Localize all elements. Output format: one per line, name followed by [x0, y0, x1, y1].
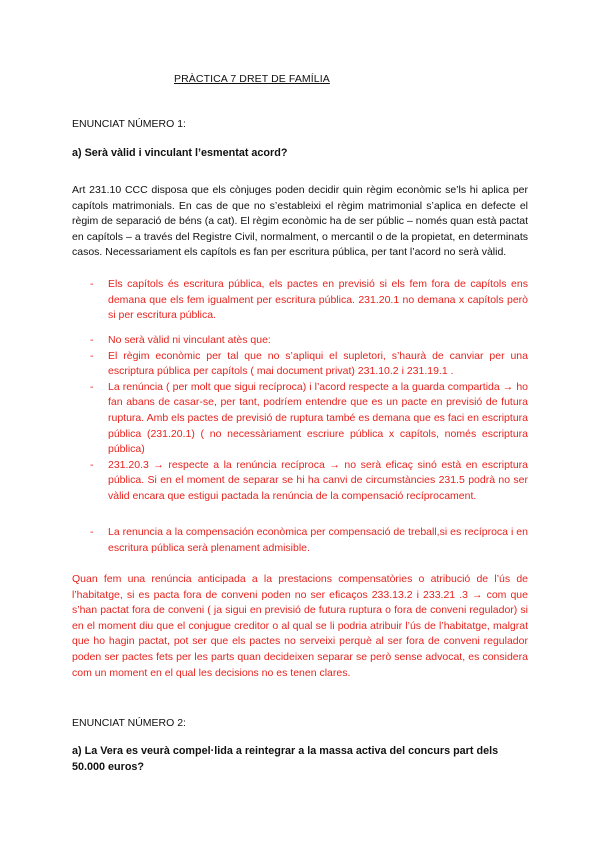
enunciat-1-paragraph: Art 231.10 CCC disposa que els cònjuges poden decidir quin règim econòmic se’ls hi aplica per capítols matrimonials. En cas de que no s’estableixi el règim matrimonial s’aplica en defecte el règim de separació de béns (a cat). El règim econòmic ha de ser públic – només quan està pactat en capítols – a través del Registre Civil, normalment, o mercantil o de la propietat, en determinats casos. Necessariament els capítols es fan per escritura pública, per tant l’acord no serà vàlid. — [72, 184, 528, 259]
page-title: PRÀCTICA 7 DRET DE FAMÍLIA — [174, 73, 330, 85]
dash-list-item: - La renuncia a la compensación econòmica per compensació de treball,si es recíproca i en escritura pública serà plenament admisible. — [72, 525, 528, 556]
enunciat-2-question: a) La Vera es veurà compel·lida a reintegrar a la massa activa del concurs part dels 50.000 euros? — [72, 745, 499, 773]
dash-list-item: - 231.20.3 → respecte a la renúncia recíproca → no serà eficaç sinó està en escriptura pública. Si en el moment de separar se hi ha canvi de circumstàncies 231.5 podrà no ser vàlid encara que estigui pactada la renúncia de la compensació recíprocament. — [72, 458, 528, 505]
enunciat-2-heading: ENUNCIAT NÚMERO 2: — [72, 717, 186, 729]
dash-list-3 — [72, 525, 528, 556]
enunciat-1-closing-paragraph: Quan fem una renúncia anticipada a la prestacions compensatòries o atribució de l’ús de l’habitatge, si es pacta fora de conveni poden no ser eficaços 233.13.2 i 233.21 .3 → com que s’han pactat fora de conveni ( ja sigui en previsió de futura ruptura o fora de conveni regulador) si en el moment diu que el conjugue creditor o al qual se li podria atribuir l’ús de l’habitatge, malgrat que ho hagin pactat, pot ser que els pactes no serveixi perquè al ser fora de conveni regulador poden ser pactes fets per les parts quan decideixen separar se però sense advocat, es considera com un moment en el qual les decisions no es tenen clares. — [72, 573, 528, 679]
dash-list-item: - La renúncia ( per molt que sigui recíproca) i l’acord respecte a la guarda compartida → ho fan abans de casar-se, per tant, podríem entendre que es un pacte en previsió de futura ruptura. Amb els pactes de previsió de ruptura també es demana que es faci en escriptura pública (231.20.1) ( no necessàriament escriure pública x capítols, només escriptura pública) — [72, 380, 528, 458]
enunciat-1-heading: ENUNCIAT NÚMERO 1: — [72, 118, 186, 130]
enunciat-1-question: a) Serà vàlid i vinculant l’esmentat acord? — [72, 147, 288, 159]
dash-list-item: - No serà vàlid ni vinculant atès que: — [72, 333, 528, 349]
dash-list-item: - Els capítols és escritura pública, els pactes en previsió si els fem fora de capítols ens demana que els fem igualment per escritura pública. 231.20.1 no demana x capítols però si per escritura pública. — [72, 277, 528, 324]
dash-list-item: - El règim econòmic per tal que no s’apliqui el supletori, s’haurà de canviar per una escriptura pública per capítols ( mai document privat) 231.10.2 i 231.19.1 . — [72, 349, 528, 380]
dash-list-2 — [72, 333, 528, 505]
dash-list-1 — [72, 277, 528, 324]
